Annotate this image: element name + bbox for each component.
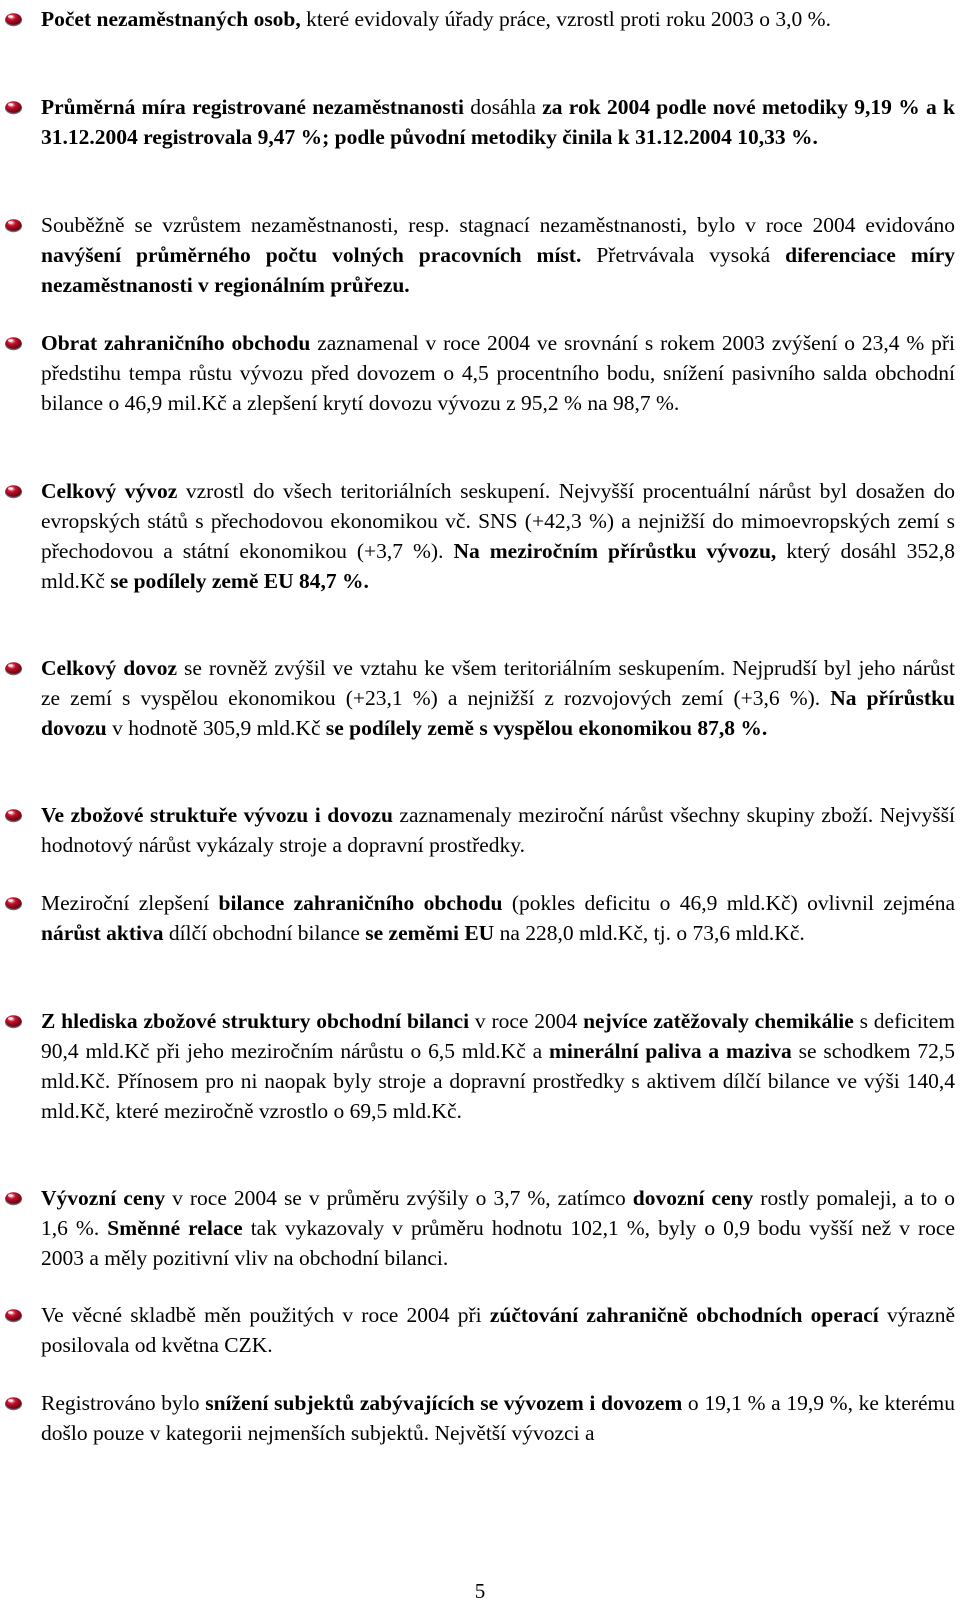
bold-text-run: Ve zbožové struktuře vývozu i dovozu — [41, 803, 393, 827]
bold-text-run: Z hlediska zbožové struktury obchodní bilanci — [41, 1009, 470, 1033]
bold-text-run: Na přírůstku dovozu — [41, 686, 955, 740]
paragraph — [41, 92, 955, 152]
text-run: Ve věcné skladbě měn použitých v roce 2004 při — [41, 1303, 490, 1327]
bold-text-run: Průměrná míra registrované nezaměstnanosti — [41, 95, 464, 119]
paragraph — [41, 210, 955, 300]
red-bullet-icon — [4, 1191, 23, 1206]
bold-text-run: diferenciace míry nezaměstnanosti v regionálním průřezu. — [41, 243, 955, 297]
text-run: s deficitem 90,4 mld.Kč při jeho meziročním nárůstu o 6,5 mld.Kč a — [41, 1009, 955, 1063]
paragraph — [41, 328, 955, 418]
text-run: vzrostl do všech teritoriálních seskupení. Nejvyšší procentuální nárůst byl dosažen do evropských států s přechodovou ekonomikou vč. SNS (+42,3 %) a nejnižší do mimoevropských zemí s přechodovou a státní ekonomikou (+3,7 %). — [41, 479, 955, 563]
red-bullet-icon — [4, 218, 23, 233]
bold-text-run: se podílely země EU 84,7 %. — [110, 569, 369, 593]
paragraph — [41, 4, 955, 34]
paragraph — [41, 1006, 955, 1126]
paragraph — [41, 888, 955, 948]
paragraph — [41, 476, 955, 596]
text-run: se rovněž zvýšil ve vztahu ke všem teritoriálním seskupením. Nejprudší byl jeho nárůst ze zemí s vyspělou ekonomikou (+23,1 %) a nejnižší z rozvojových zemí (+3,6 %). — [41, 656, 955, 710]
text-run: Přetrvávala vysoká — [581, 243, 786, 267]
bold-text-run: Celkový dovoz — [41, 656, 177, 680]
bold-text-run: dovozní ceny — [632, 1186, 754, 1210]
text-run: Meziroční zlepšení — [41, 891, 219, 915]
red-bullet-icon — [4, 661, 23, 676]
red-bullet-icon — [4, 1014, 23, 1029]
text-run: zaznamenaly meziroční nárůst všechny skupiny zboží. Nejvyšší hodnotový nárůst vykázaly stroje a dopravní prostředky. — [41, 803, 955, 857]
text-run: dílčí obchodní bilance — [163, 921, 366, 945]
bold-text-run: bilance zahraničního obchodu — [218, 891, 503, 915]
page-number: 5 — [474, 1579, 486, 1603]
paragraph — [41, 1300, 955, 1360]
paragraph — [41, 653, 955, 743]
bold-text-run: nárůst aktiva — [41, 921, 164, 945]
bold-text-run: Směnné relace — [107, 1216, 243, 1240]
red-bullet-icon — [4, 1396, 23, 1411]
text-run: o 19,1 % a 19,9 %, ke kterému došlo pouze v kategorii nejmenších subjektů. Největší vývozci a — [41, 1391, 956, 1445]
text-run: tak vykazovaly v průměru hodnotu 102,1 %, byly o 0,9 bodu vyšší než v roce 2003 a měly pozitivní vliv na obchodní bilanci. — [41, 1216, 955, 1270]
red-bullet-icon — [4, 336, 23, 351]
bold-text-run: za rok 2004 podle nové metodiky 9,19 % a k 31.12.2004 registrovala 9,47 %; podle původní metodiky činila k 31.12.2004 10,33 %. — [41, 95, 955, 149]
text-run: na 228,0 mld.Kč, tj. o 73,6 mld.Kč. — [494, 921, 805, 945]
red-bullet-icon — [4, 100, 23, 115]
red-bullet-icon — [4, 484, 23, 499]
text-run: dosáhla — [463, 95, 543, 119]
bold-text-run: Na meziročním přírůstku vývozu, — [453, 539, 777, 563]
bold-text-run: Vývozní ceny — [41, 1186, 166, 1210]
text-run: které evidovaly úřady práce, vzrostl proti roku 2003 o 3,0 %. — [300, 7, 831, 31]
text-run: se schodkem 72,5 mld.Kč. Přínosem pro ni naopak byly stroje a dopravní prostředky s aktivem dílčí bilance ve výši 140,4 mld.Kč, které meziročně vzrostlo o 69,5 mld.Kč. — [41, 1039, 955, 1123]
text-run: Souběžně se vzrůstem nezaměstnanosti, resp. stagnací nezaměstnanosti, bylo v roce 2004 evidováno — [41, 213, 955, 237]
text-run: výrazně posilovala od května CZK. — [41, 1303, 955, 1357]
text-run: v roce 2004 — [469, 1009, 584, 1033]
text-run: který dosáhl 352,8 mld.Kč — [41, 539, 956, 593]
text-run: Registrováno bylo — [41, 1391, 206, 1415]
bold-text-run: se podílely země s vyspělou ekonomikou 87,8 %. — [325, 716, 768, 740]
bold-text-run: navýšení průměrného počtu volných pracovních míst. — [41, 243, 582, 267]
text-run: v roce 2004 se v průměru zvýšily o 3,7 %, zatímco — [165, 1186, 633, 1210]
paragraph — [41, 800, 955, 860]
bold-text-run: se zeměmi EU — [365, 921, 495, 945]
red-bullet-icon — [4, 1308, 23, 1323]
bold-text-run: Celkový vývoz — [41, 479, 178, 503]
text-run: zaznamenal v roce 2004 ve srovnání s rokem 2003 zvýšení o 23,4 % při předstihu tempa růstu vývozu před dovozem o 4,5 procentního bodu, snížení pasivního salda obchodní bilance o 46,9 mil.Kč a zlepšení krytí dovozu vývozu z 95,2 % na 98,7 %. — [41, 331, 955, 415]
text-run: rostly pomaleji, a to o 1,6 %. — [41, 1186, 956, 1240]
red-bullet-icon — [4, 12, 23, 27]
red-bullet-icon — [4, 808, 23, 823]
bold-text-run: snížení subjektů zabývajících se vývozem i dovozem — [205, 1391, 683, 1415]
red-bullet-icon — [4, 896, 23, 911]
bold-text-run: Obrat zahraničního obchodu — [41, 331, 311, 355]
bold-text-run: nejvíce zatěžovaly chemikálie — [583, 1009, 854, 1033]
bold-text-run: Počet nezaměstnaných osob, — [41, 7, 301, 31]
text-run: v hodnotě 305,9 mld.Kč — [106, 716, 326, 740]
bold-text-run: minerální paliva a maziva — [548, 1039, 792, 1063]
text-run: (pokles deficitu o 46,9 mld.Kč) ovlivnil zejména — [502, 891, 955, 915]
paragraph — [41, 1183, 955, 1273]
paragraph — [41, 1388, 955, 1448]
bold-text-run: zúčtování zahraničně obchodních operací — [489, 1303, 879, 1327]
